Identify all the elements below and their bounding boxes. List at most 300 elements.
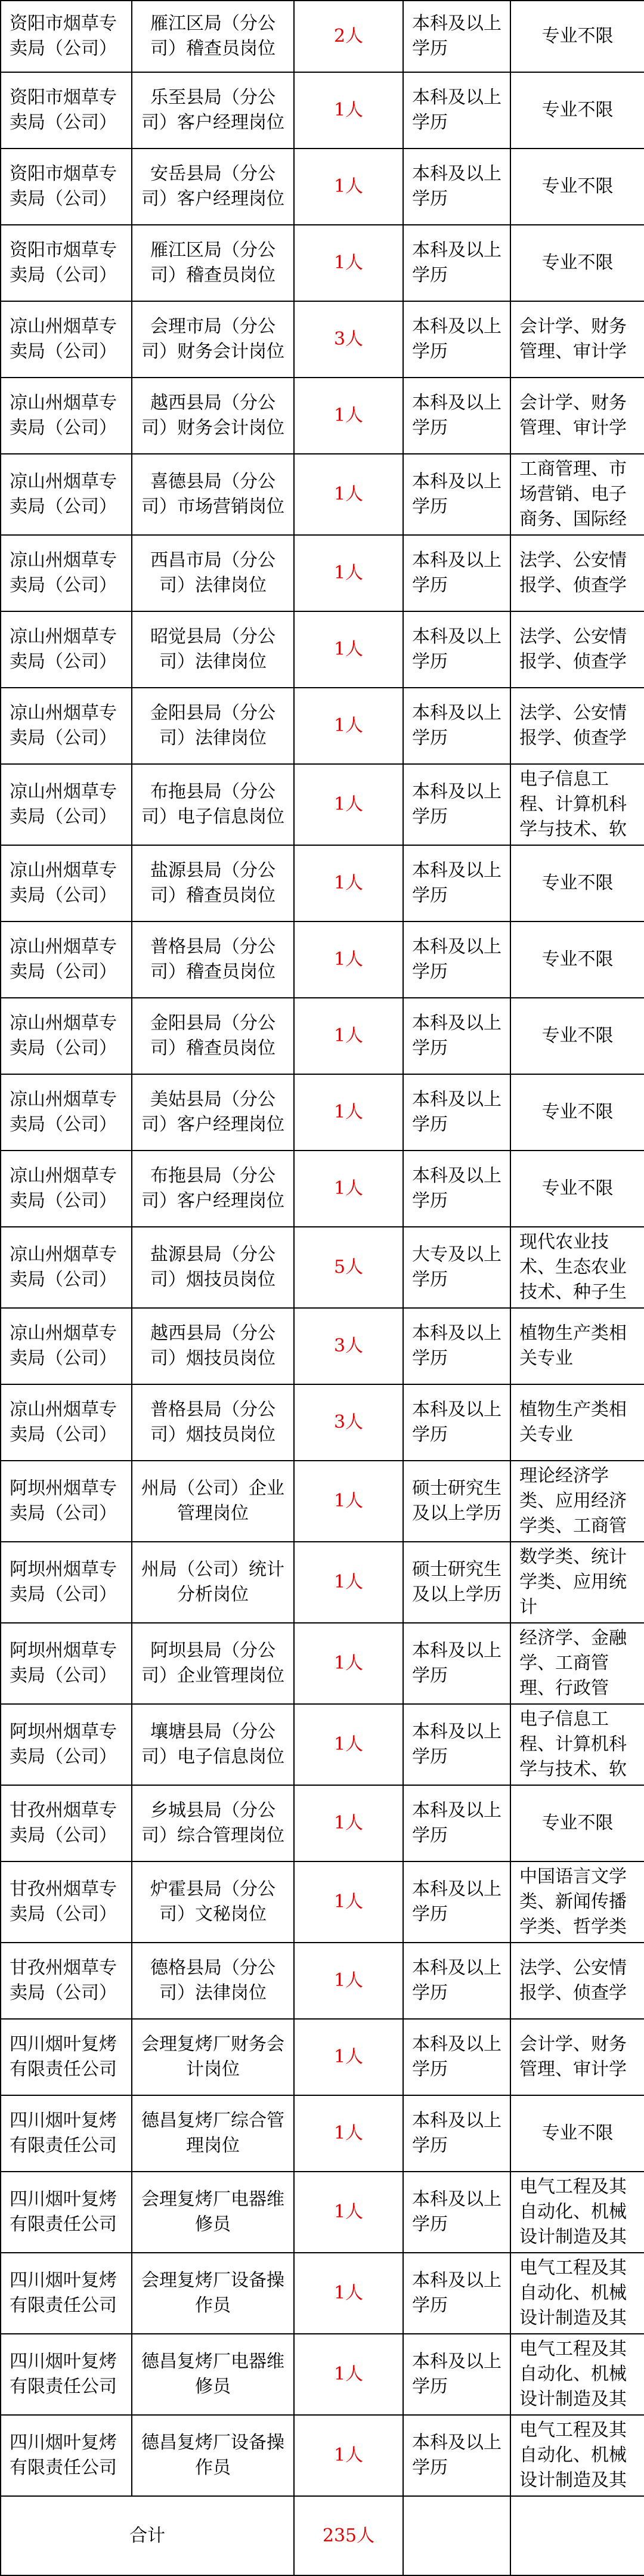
major-cell-text: 专业不限 xyxy=(541,1813,614,1833)
major-cell-text: 专业不限 xyxy=(541,1178,614,1199)
major-cell-text: 专业不限 xyxy=(541,1102,614,1122)
table-row xyxy=(1,1461,644,1542)
post-cell-text: 喜德县局（分公司）市场营销岗位 xyxy=(141,471,284,517)
post-cell-text: 金阳县局（分公司）稽查员岗位 xyxy=(150,1013,275,1059)
count-cell-text: 1人 xyxy=(333,2123,364,2144)
education-cell xyxy=(403,2019,510,2095)
unit-cell-text: 凉山州烟草专卖局（公司） xyxy=(10,1013,117,1059)
post-cell-text: 壤塘县局（分公司）电子信息岗位 xyxy=(141,1721,284,1767)
major-cell-text: 法学、公安情报学、侦查学 xyxy=(519,550,627,596)
unit-cell xyxy=(1,1623,132,1704)
post-cell xyxy=(132,2172,294,2253)
education-cell-text: 硕士研究生及以上学历 xyxy=(412,1559,501,1605)
major-cell-text: 电气工程及其自动化、机械设计制造及其 xyxy=(519,2339,627,2410)
post-cell-text: 德昌复烤厂设备操作员 xyxy=(141,2432,284,2478)
education-cell-text: 本科及以上学历 xyxy=(412,1013,501,1059)
major-cell-text: 专业不限 xyxy=(541,949,614,970)
count-cell xyxy=(294,1785,403,1861)
unit-cell xyxy=(1,1704,132,1785)
table-row xyxy=(1,2172,644,2253)
major-cell xyxy=(510,845,644,921)
post-cell xyxy=(132,301,294,378)
table-row xyxy=(1,1861,644,1943)
table-row xyxy=(1,1308,644,1384)
education-cell xyxy=(403,1384,510,1461)
education-cell xyxy=(403,1943,510,2019)
major-cell xyxy=(510,1151,644,1227)
unit-cell-text: 阿坝州烟草专卖局（公司） xyxy=(10,1478,117,1524)
post-cell-text: 会理复烤厂财务会计岗位 xyxy=(141,2034,284,2080)
post-cell xyxy=(132,378,294,454)
education-cell xyxy=(403,764,510,845)
education-cell-text: 本科及以上学历 xyxy=(412,1323,501,1369)
unit-cell xyxy=(1,301,132,378)
count-cell xyxy=(294,225,403,301)
unit-cell xyxy=(1,1151,132,1227)
major-cell-text: 电子信息工程、计算机科学与技术、软 xyxy=(519,1709,627,1780)
unit-cell xyxy=(1,845,132,921)
education-cell xyxy=(403,1227,510,1308)
education-cell-text: 本科及以上学历 xyxy=(412,1957,501,2003)
post-cell-text: 西昌市局（分公司）法律岗位 xyxy=(150,550,275,596)
unit-cell-text: 凉山州烟草专卖局（公司） xyxy=(10,392,117,438)
major-cell-text: 法学、公安情报学、侦查学 xyxy=(519,1957,627,2003)
education-cell xyxy=(403,454,510,535)
table-row xyxy=(1,1542,644,1623)
total-row xyxy=(1,2496,644,2575)
education-cell xyxy=(403,998,510,1074)
post-cell xyxy=(132,1623,294,1704)
post-cell-text: 州局（公司）统计分析岗位 xyxy=(141,1559,284,1605)
major-cell xyxy=(510,2095,644,2172)
table-row xyxy=(1,378,644,454)
count-cell xyxy=(294,2253,403,2334)
count-cell xyxy=(294,1461,403,1542)
unit-cell xyxy=(1,1861,132,1943)
unit-cell xyxy=(1,998,132,1074)
count-cell-text: 1人 xyxy=(333,949,364,970)
table-row xyxy=(1,921,644,998)
education-cell-text: 本科及以上学历 xyxy=(412,163,501,209)
post-cell xyxy=(132,2095,294,2172)
major-cell-text: 法学、公安情报学、侦查学 xyxy=(519,703,627,749)
major-cell-text: 专业不限 xyxy=(541,100,614,120)
count-cell-text: 1人 xyxy=(333,2283,364,2303)
post-cell xyxy=(132,535,294,611)
count-cell-text: 3人 xyxy=(333,1335,364,1356)
major-cell-text: 电气工程及其自动化、机械设计制造及其 xyxy=(519,2176,627,2247)
unit-cell-text: 甘孜州烟草专卖局（公司） xyxy=(10,1879,117,1925)
post-cell xyxy=(132,1074,294,1151)
education-cell-text: 本科及以上学历 xyxy=(412,471,501,517)
table-row xyxy=(1,1227,644,1308)
education-cell xyxy=(403,1308,510,1384)
post-cell xyxy=(132,2334,294,2415)
unit-cell xyxy=(1,611,132,688)
count-cell xyxy=(294,378,403,454)
unit-cell-text: 凉山州烟草专卖局（公司） xyxy=(10,781,117,827)
unit-cell-text: 凉山州烟草专卖局（公司） xyxy=(10,703,117,749)
education-cell-text: 本科及以上学历 xyxy=(412,1165,501,1211)
post-cell-text: 安岳县局（分公司）客户经理岗位 xyxy=(141,163,284,209)
table-row xyxy=(1,764,644,845)
unit-cell-text: 凉山州烟草专卖局（公司） xyxy=(10,316,117,362)
count-cell xyxy=(294,921,403,998)
unit-cell-text: 甘孜州烟草专卖局（公司） xyxy=(10,1957,117,2003)
count-cell-text: 1人 xyxy=(333,1653,364,1674)
unit-cell-text: 凉山州烟草专卖局（公司） xyxy=(10,936,117,982)
count-cell xyxy=(294,1308,403,1384)
major-cell xyxy=(510,1785,644,1861)
education-cell-text: 本科及以上学历 xyxy=(412,1879,501,1925)
education-cell-text: 本科及以上学历 xyxy=(412,781,501,827)
unit-cell-text: 凉山州烟草专卖局（公司） xyxy=(10,1244,117,1290)
unit-cell xyxy=(1,921,132,998)
table-row xyxy=(1,998,644,1074)
count-cell-text: 1人 xyxy=(333,562,364,583)
education-cell xyxy=(403,2095,510,2172)
table-row xyxy=(1,1704,644,1785)
major-cell xyxy=(510,149,644,225)
unit-cell-text: 四川烟叶复烤有限责任公司 xyxy=(10,2110,117,2156)
education-cell-text: 本科及以上学历 xyxy=(412,392,501,438)
unit-cell xyxy=(1,2415,132,2496)
major-cell xyxy=(510,2334,644,2415)
major-cell xyxy=(510,1308,644,1384)
table-row xyxy=(1,845,644,921)
major-cell-text: 中国语言文学类、新闻传播学类、哲学类 xyxy=(519,1866,627,1937)
count-cell xyxy=(294,611,403,688)
count-cell xyxy=(294,535,403,611)
table-row xyxy=(1,454,644,535)
count-cell xyxy=(294,2172,403,2253)
count-cell-text: 3人 xyxy=(333,1412,364,1433)
table-row xyxy=(1,2253,644,2334)
table-row xyxy=(1,1943,644,2019)
count-cell-text: 1人 xyxy=(333,2046,364,2067)
unit-cell xyxy=(1,1308,132,1384)
major-cell xyxy=(510,764,644,845)
post-cell-text: 金阳县局（分公司）法律岗位 xyxy=(150,703,275,749)
count-cell xyxy=(294,1542,403,1623)
education-cell-text: 本科及以上学历 xyxy=(412,13,501,59)
education-cell xyxy=(403,1,510,72)
unit-cell xyxy=(1,1074,132,1151)
education-cell-text: 本科及以上学历 xyxy=(412,87,501,133)
education-cell-text: 本科及以上学历 xyxy=(412,1640,501,1686)
major-cell-text: 电子信息工程、计算机科学与技术、软 xyxy=(519,769,627,840)
post-cell xyxy=(132,2253,294,2334)
table-row xyxy=(1,535,644,611)
unit-cell xyxy=(1,535,132,611)
major-cell-text: 专业不限 xyxy=(541,26,614,47)
table-row xyxy=(1,688,644,764)
education-cell-text: 本科及以上学历 xyxy=(412,2034,501,2080)
major-cell-text: 专业不限 xyxy=(541,1025,614,1046)
table-row xyxy=(1,2334,644,2415)
total-count: 235人 xyxy=(294,2496,403,2575)
table-row xyxy=(1,2415,644,2496)
unit-cell-text: 凉山州烟草专卖局（公司） xyxy=(10,471,117,517)
education-cell-text: 本科及以上学历 xyxy=(412,316,501,362)
post-cell-text: 越西县局（分公司）财务会计岗位 xyxy=(141,392,284,438)
unit-cell-text: 四川烟叶复烤有限责任公司 xyxy=(10,2270,117,2316)
unit-cell-text: 资阳市烟草专卖局（公司） xyxy=(10,87,117,133)
post-cell-text: 德昌复烤厂电器维修员 xyxy=(141,2351,284,2397)
education-cell xyxy=(403,1542,510,1623)
education-cell-text: 本科及以上学历 xyxy=(412,1089,501,1135)
post-cell xyxy=(132,2415,294,2496)
unit-cell-text: 凉山州烟草专卖局（公司） xyxy=(10,1323,117,1369)
post-cell-text: 炉霍县局（分公司）文秘岗位 xyxy=(150,1879,275,1925)
unit-cell xyxy=(1,1227,132,1308)
table-row xyxy=(1,2019,644,2095)
post-cell-text: 昭觉县局（分公司）法律岗位 xyxy=(150,626,275,672)
count-cell-text: 1人 xyxy=(333,873,364,893)
education-cell xyxy=(403,611,510,688)
major-cell xyxy=(510,378,644,454)
count-cell xyxy=(294,1861,403,1943)
major-cell xyxy=(510,535,644,611)
post-cell-text: 盐源县局（分公司）稽查员岗位 xyxy=(150,860,275,906)
unit-cell xyxy=(1,378,132,454)
education-cell-text: 本科及以上学历 xyxy=(412,860,501,906)
education-cell xyxy=(403,688,510,764)
post-cell-text: 乡城县局（分公司）综合管理岗位 xyxy=(141,1800,284,1846)
education-cell xyxy=(403,921,510,998)
major-cell xyxy=(510,1,644,72)
unit-cell-text: 凉山州烟草专卖局（公司） xyxy=(10,1399,117,1445)
post-cell xyxy=(132,1151,294,1227)
post-cell-text: 会理复烤厂电器维修员 xyxy=(141,2189,284,2235)
major-cell xyxy=(510,921,644,998)
post-cell xyxy=(132,72,294,149)
count-cell-text: 1人 xyxy=(333,1490,364,1511)
education-cell xyxy=(403,1074,510,1151)
post-cell xyxy=(132,845,294,921)
major-cell-text: 会计学、财务管理、审计学 xyxy=(519,392,627,438)
education-cell xyxy=(403,1151,510,1227)
major-cell xyxy=(510,998,644,1074)
education-cell xyxy=(403,1704,510,1785)
education-cell xyxy=(403,72,510,149)
post-cell-text: 州局（公司）企业管理岗位 xyxy=(141,1478,284,1524)
major-cell-text: 专业不限 xyxy=(541,873,614,893)
post-cell xyxy=(132,2019,294,2095)
education-cell-text: 本科及以上学历 xyxy=(412,550,501,596)
post-cell-text: 布拖县局（分公司）电子信息岗位 xyxy=(141,781,284,827)
count-cell-text: 1人 xyxy=(333,2445,364,2466)
education-cell xyxy=(403,301,510,378)
education-cell xyxy=(403,2172,510,2253)
table-row xyxy=(1,1,644,72)
count-cell xyxy=(294,2334,403,2415)
major-cell-text: 专业不限 xyxy=(541,176,614,197)
education-cell xyxy=(403,535,510,611)
major-cell-text: 电气工程及其自动化、机械设计制造及其 xyxy=(519,2420,627,2491)
count-cell-text: 1人 xyxy=(333,252,364,273)
total-empty-cell xyxy=(510,2496,644,2575)
major-cell-text: 经济学、金融学、工商管理、行政管 xyxy=(519,1628,627,1699)
count-cell-text: 1人 xyxy=(333,1970,364,1991)
count-cell xyxy=(294,72,403,149)
unit-cell-text: 凉山州烟草专卖局（公司） xyxy=(10,626,117,672)
post-cell xyxy=(132,454,294,535)
education-cell xyxy=(403,2253,510,2334)
count-cell-text: 1人 xyxy=(333,405,364,426)
count-cell xyxy=(294,998,403,1074)
count-cell xyxy=(294,1,403,72)
unit-cell xyxy=(1,149,132,225)
unit-cell xyxy=(1,1943,132,2019)
count-cell xyxy=(294,301,403,378)
major-cell xyxy=(510,2415,644,2496)
count-cell xyxy=(294,2095,403,2172)
major-cell xyxy=(510,1227,644,1308)
table-row xyxy=(1,1384,644,1461)
post-cell xyxy=(132,998,294,1074)
unit-cell-text: 四川烟叶复烤有限责任公司 xyxy=(10,2034,117,2080)
table-body xyxy=(1,1,644,2575)
education-cell xyxy=(403,2334,510,2415)
education-cell-text: 本科及以上学历 xyxy=(412,1721,501,1767)
unit-cell-text: 四川烟叶复烤有限责任公司 xyxy=(10,2351,117,2397)
education-cell-text: 本科及以上学历 xyxy=(412,2351,501,2397)
major-cell xyxy=(510,2172,644,2253)
table-row xyxy=(1,1074,644,1151)
education-cell xyxy=(403,845,510,921)
education-cell xyxy=(403,225,510,301)
table-row xyxy=(1,149,644,225)
post-cell-text: 普格县局（分公司）烟技员岗位 xyxy=(150,1399,275,1445)
count-cell-text: 1人 xyxy=(333,715,364,736)
total-label: 合计 xyxy=(1,2496,294,2575)
major-cell xyxy=(510,1704,644,1785)
post-cell xyxy=(132,1461,294,1542)
table-row xyxy=(1,611,644,688)
education-cell-text: 本科及以上学历 xyxy=(412,2432,501,2478)
education-cell-text: 本科及以上学历 xyxy=(412,2189,501,2235)
unit-cell xyxy=(1,225,132,301)
major-cell xyxy=(510,1623,644,1704)
major-cell xyxy=(510,1861,644,1943)
major-cell xyxy=(510,1542,644,1623)
unit-cell-text: 凉山州烟草专卖局（公司） xyxy=(10,860,117,906)
count-cell xyxy=(294,1074,403,1151)
unit-cell-text: 四川烟叶复烤有限责任公司 xyxy=(10,2432,117,2478)
unit-cell-text: 四川烟叶复烤有限责任公司 xyxy=(10,2189,117,2235)
education-cell xyxy=(403,378,510,454)
major-cell xyxy=(510,225,644,301)
post-cell-text: 阿坝县局（分公司）企业管理岗位 xyxy=(141,1640,284,1686)
major-cell xyxy=(510,1384,644,1461)
unit-cell-text: 凉山州烟草专卖局（公司） xyxy=(10,550,117,596)
table-row xyxy=(1,1785,644,1861)
table-row xyxy=(1,225,644,301)
table-row xyxy=(1,1151,644,1227)
unit-cell xyxy=(1,72,132,149)
post-cell xyxy=(132,921,294,998)
post-cell-text: 美姑县局（分公司）客户经理岗位 xyxy=(141,1089,284,1135)
count-cell-text: 5人 xyxy=(333,1257,364,1278)
education-cell xyxy=(403,1623,510,1704)
post-cell xyxy=(132,1227,294,1308)
unit-cell-text: 资阳市烟草专卖局（公司） xyxy=(10,13,117,59)
count-cell-text: 1人 xyxy=(333,484,364,505)
total-empty-cell xyxy=(403,2496,510,2575)
major-cell-text: 数学类、统计学类、应用统计 xyxy=(519,1547,627,1618)
count-cell-text: 1人 xyxy=(333,639,364,660)
count-cell xyxy=(294,1704,403,1785)
unit-cell xyxy=(1,2253,132,2334)
count-cell xyxy=(294,1623,403,1704)
major-cell-text: 会计学、财务管理、审计学 xyxy=(519,2034,627,2080)
education-cell-text: 大专及以上学历 xyxy=(412,1244,501,1290)
education-cell-text: 本科及以上学历 xyxy=(412,240,501,286)
unit-cell-text: 资阳市烟草专卖局（公司） xyxy=(10,163,117,209)
unit-cell xyxy=(1,1785,132,1861)
count-cell-text: 1人 xyxy=(333,176,364,197)
unit-cell-text: 凉山州烟草专卖局（公司） xyxy=(10,1165,117,1211)
post-cell xyxy=(132,225,294,301)
education-cell-text: 本科及以上学历 xyxy=(412,2110,501,2156)
post-cell-text: 会理复烤厂设备操作员 xyxy=(141,2270,284,2316)
post-cell xyxy=(132,1943,294,2019)
count-cell-text: 1人 xyxy=(333,1734,364,1755)
count-cell-text: 1人 xyxy=(333,100,364,120)
post-cell-text: 德格县局（分公司）法律岗位 xyxy=(150,1957,275,2003)
count-cell xyxy=(294,845,403,921)
major-cell-text: 电气工程及其自动化、机械设计制造及其 xyxy=(519,2258,627,2328)
unit-cell-text: 凉山州烟草专卖局（公司） xyxy=(10,1089,117,1135)
count-cell-text: 1人 xyxy=(333,1025,364,1046)
unit-cell xyxy=(1,1461,132,1542)
count-cell-text: 1人 xyxy=(333,1572,364,1592)
count-cell-text: 1人 xyxy=(333,1102,364,1122)
education-cell-text: 本科及以上学历 xyxy=(412,2270,501,2316)
unit-cell xyxy=(1,454,132,535)
education-cell-text: 本科及以上学历 xyxy=(412,1800,501,1846)
count-cell xyxy=(294,1943,403,2019)
post-cell-text: 雁江区局（分公司）稽查员岗位 xyxy=(150,13,275,59)
unit-cell xyxy=(1,1,132,72)
education-cell xyxy=(403,149,510,225)
unit-cell xyxy=(1,2019,132,2095)
education-cell-text: 本科及以上学历 xyxy=(412,703,501,749)
post-cell-text: 布拖县局（分公司）客户经理岗位 xyxy=(141,1165,284,1211)
major-cell-text: 专业不限 xyxy=(541,2123,614,2144)
post-cell-text: 雁江区局（分公司）稽查员岗位 xyxy=(150,240,275,286)
count-cell-text: 1人 xyxy=(333,2201,364,2222)
major-cell-text: 法学、公安情报学、侦查学 xyxy=(519,626,627,672)
education-cell-text: 本科及以上学历 xyxy=(412,936,501,982)
post-cell xyxy=(132,1384,294,1461)
count-cell xyxy=(294,149,403,225)
major-cell-text: 植物生产类相关专业 xyxy=(519,1323,627,1369)
major-cell-text: 专业不限 xyxy=(541,252,614,273)
education-cell xyxy=(403,2415,510,2496)
unit-cell-text: 阿坝州烟草专卖局（公司） xyxy=(10,1721,117,1767)
count-cell xyxy=(294,2019,403,2095)
major-cell xyxy=(510,1943,644,2019)
table-row xyxy=(1,301,644,378)
post-cell xyxy=(132,149,294,225)
major-cell xyxy=(510,688,644,764)
unit-cell xyxy=(1,2334,132,2415)
count-cell xyxy=(294,2415,403,2496)
count-cell xyxy=(294,1151,403,1227)
major-cell xyxy=(510,1461,644,1542)
